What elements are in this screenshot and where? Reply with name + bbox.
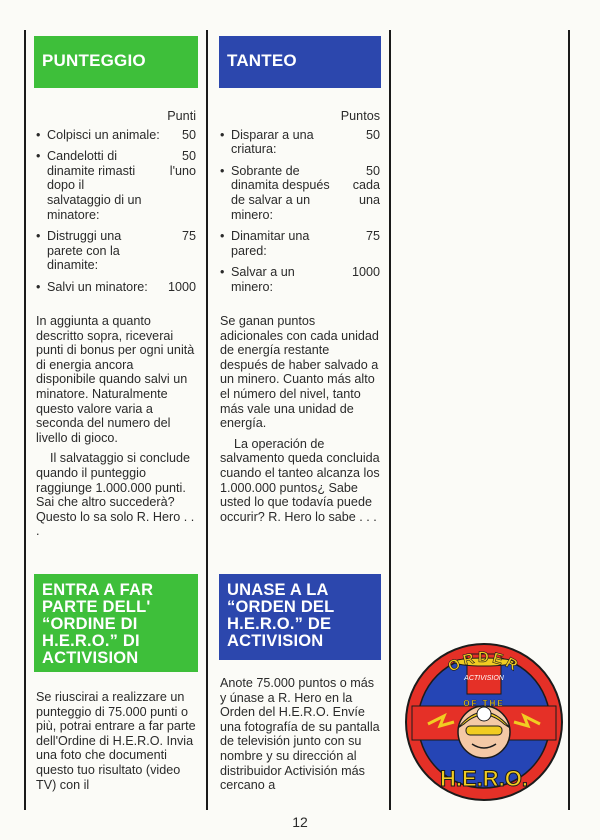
italian-paragraph-2: Il salvataggio si conclude quando il punteggio raggiunge 1.000.000 punti. Sai che altro succederà? Questo lo sa solo R. Hero . . . [36,451,195,539]
italian-item-points: 1000 [167,279,196,294]
italian-item-points: 75 [181,229,196,244]
spanish-order-body [220,676,380,793]
italian-order-header [34,574,198,672]
badge-order-word: ORDER [445,648,523,676]
hero-goggles-icon [466,726,502,735]
bullet-icon: • [36,279,41,294]
italian-item-text: Distruggi una parete con la dinamite: [47,229,122,273]
bullet-icon: • [36,149,41,164]
spanish-item-points: 50 cada una [352,163,380,207]
spanish-score-list [220,109,380,302]
bullet-icon: • [220,163,225,178]
italian-score-item [36,149,196,222]
spanish-points-label: Puntos [340,109,380,123]
spanish-score-item [220,229,380,258]
column-rule-right-a [389,30,391,810]
italian-score-item [36,280,196,295]
spanish-paragraph-2: La operación de salvamento queda concluida cuando el tanteo alcanza los 1.000.000 puntos¿ Sabe usted lo que todavía puede occurir? R. Hero lo sabe . . . [220,436,380,524]
spanish-item-points: 1000 [351,265,380,280]
italian-points-label: Punti [167,109,196,123]
bullet-icon: • [36,127,41,142]
spanish-score-item [220,128,380,157]
spanish-order-header [219,574,381,660]
spanish-paragraph-1: Se ganan puntos adicionales con cada unidad de energía restante después de haber salvado a un minero. Cuanto más alto el número del nivel, tanto más vale una unidad de energía. [220,314,379,431]
order-of-the-hero-badge [404,640,564,804]
spanish-score-item [220,164,380,222]
spanish-item-text: Dinamitar una pared: [231,229,310,258]
italian-item-points: 50 l'uno [169,149,196,178]
spanish-score-header-text: TANTEO [227,51,297,70]
spanish-order-text: Anote 75.000 puntos o más y únase a R. Hero en la Orden del H.E.R.O. Envíe una fotografía de su pantalla de televisión junto con su nombre y su dirección al distribuidor Activisión más cercano a [220,676,380,793]
bullet-icon: • [36,229,41,244]
italian-item-text: Candelotti di dinamite rimasti dopo il salvataggio di un minatore: [47,149,142,222]
italian-score-item [36,229,196,273]
spanish-item-text: Sobrante de dinamita después de salvar a un minero: [231,163,330,222]
spanish-order-header-text: UNASE A LA “ORDEN DEL H.E.R.O.” DE ACTIVISION [227,581,335,650]
spanish-item-points: 75 [365,229,380,244]
italian-order-text: Se riuscirai a realizzare un punteggio di 75.000 punti o più, potrai entrare a far parte dell'Ordine di H.E.R.O. Invia una foto che documenti questo tuo risultato (video TV) con il [36,690,196,792]
spanish-item-points: 50 [365,127,380,142]
italian-item-points: 50 [181,127,196,142]
italian-item-text: Salvi un minatore: [47,279,148,294]
spanish-body [220,314,380,524]
italian-paragraph-1: In aggiunta a quanto descritto sopra, riceverai punti di bonus per ogni unità di energia ancora disponibile quando salvi un minatore. Naturalmente questo valore varia a seconda del numero del livello di gioco. [36,314,195,445]
column-rule-left [24,30,26,810]
italian-order-body [36,690,196,792]
badge-brand: ACTIVISION [464,675,504,682]
spanish-score-header [219,36,381,88]
italian-score-header [34,36,198,88]
bullet-icon: • [220,229,225,244]
bullet-icon: • [220,127,225,142]
italian-order-header-text: ENTRA A FAR PARTE DELL' “ORDINE DI H.E.R.O.” DI ACTIVISION [42,581,154,667]
page-number: 12 [292,814,308,830]
spanish-item-text: Salvar a un minero: [231,265,295,294]
column-rule-right-b [568,30,570,810]
spanish-score-item [220,265,380,294]
spanish-item-text: Disparar a una criatura: [231,127,314,157]
italian-score-list [36,109,196,302]
bullet-icon: • [220,265,225,280]
badge-of-the: OF THE [463,699,505,708]
italian-body [36,314,196,539]
italian-score-item [36,128,196,143]
italian-item-text: Colpisci un animale: [47,127,160,142]
badge-hero-word: H.E.R.O. [439,766,529,791]
column-rule-middle [206,30,208,810]
italian-score-header-text: PUNTEGGIO [42,51,146,70]
helmet-lamp-icon [477,707,491,721]
